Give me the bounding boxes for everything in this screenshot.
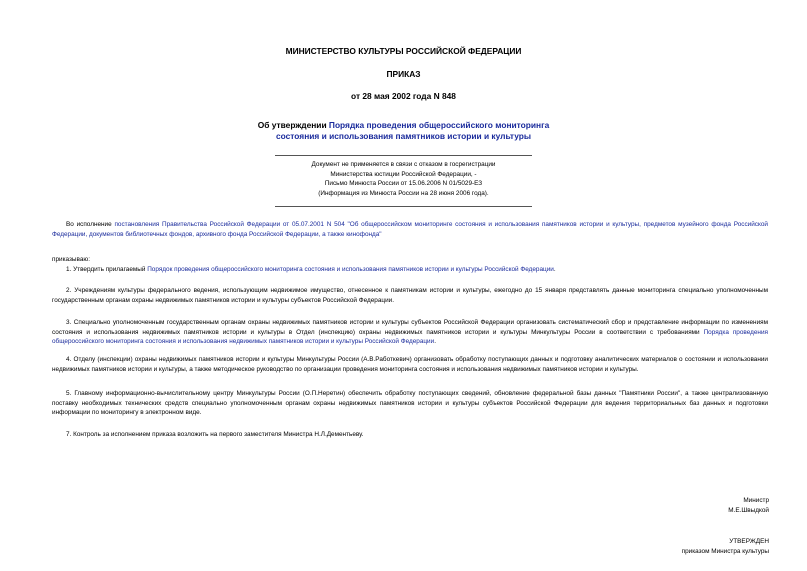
approved-word: УТВЕРЖДЕН [729, 538, 769, 545]
note-line-1: Документ не применяется в связи с отказом в госрегистрации [311, 161, 496, 168]
date-number-heading: от 28 мая 2002 года N 848 [351, 91, 456, 101]
item-1-prefix: 1. Утвердить прилагаемый [66, 266, 148, 273]
item-3 [52, 318, 768, 347]
note-line-4: (Информация из Минюста России на 28 июня 2006 года). [318, 189, 489, 197]
intro-prefix: Во исполнение [66, 221, 115, 228]
approval-block [682, 537, 769, 556]
item-2: 2. Учреждениям культуры федерального ведения, использующим недвижимое имущество, отнесенное к памятникам истории и культуры, ежегодно до 15 января представлять данные мониторинга специально уполномоченным государственным органам охраны недвижимых памятников истории и культуры субъектов Российской Федерации. [52, 287, 768, 304]
order-word: приказываю: [52, 256, 90, 263]
signature-name: М.Е.Швыдкой [728, 506, 769, 514]
item-1 [52, 265, 768, 275]
note-line-3: Письмо Минюста России от 15.06.2006 N 01/5029-ЕЗ [324, 180, 483, 187]
title-prefix: Об утверждении [257, 120, 329, 130]
ministry-heading: МИНИСТЕРСТВО КУЛЬТУРЫ РОССИЙСКОЙ ФЕДЕРАЦИИ [285, 46, 522, 56]
item-4: 4. Отделу (инспекции) охраны недвижимых памятников истории и культуры Минкультуры России (А.В.Работкевич) организовать обработку поступающих данных и подготовку аналитических материалов о состоянии и использовании недвижимых памятников истории и культуры, а также методическое руководство по организации проведения мониторинга состояния и использования недвижимых памятников истории и культуры. [52, 356, 768, 373]
procedure-link[interactable]: Порядок проведения общероссийского мониторинга состояния и использования памятников истории и культуры Российской Федерации [147, 266, 554, 273]
title-link-line2[interactable]: состояния и использования памятников истории и культуры [275, 131, 532, 141]
doc-type-heading: ПРИКАЗ [386, 69, 421, 79]
document-title [0, 120, 807, 142]
note-bottom-rule [275, 206, 532, 207]
intro-paragraph [52, 220, 768, 239]
signature-position: Министр [743, 497, 769, 504]
note-top-rule [275, 155, 532, 156]
government-decree-link[interactable]: постановления Правительства Российской Федерации от 05.07.2001 N 504 "Об общероссийском мониторинге состояния и использования памятников истории и культуры, предметов музейного фонда Российской Федерации, документов библиотечных фондов, архивного фонда Российской Федерации, а также кинофонда" [52, 221, 768, 238]
note-line-2: Министерства юстиции Российской Федерации, - [330, 170, 477, 178]
signature-block [728, 496, 769, 515]
item-3-suffix: . [434, 338, 436, 345]
approved-by: приказом Министра культуры [681, 547, 769, 555]
item-7: 7. Контроль за исполнением приказа возложить на первого заместителя Министра Н.Л.Дементьеву. [66, 431, 364, 438]
item-1-suffix: . [553, 266, 556, 273]
procedure-requirements-link[interactable]: Порядка проведения общероссийского мониторинга состояния и использования недвижимых памятников истории и культуры Российской Федерации [52, 328, 768, 345]
item-3-prefix: 3. Специально уполномоченным государственным органам охраны недвижимых памятников истории и культуры субъектов Российской Федерации организовать систематический сбор и представление информации по изменениям состояния и использования недвижимых памятников истории и культуры в Отдел (инспекцию) охраны недвижимых памятников истории и культуры Минкультуры России в соответствии с требованиями [52, 319, 768, 336]
title-link-line1[interactable]: Порядка проведения общероссийского мониторинга [328, 120, 550, 130]
item-5: 5. Главному информационно-вычислительному центру Минкультуры России (О.П.Неретин) обеспечить обработку поступающих сведений, обновление федеральной базы данных "Памятники России", а также централизованную поставку необходимых технических средств специально уполномоченным органам охраны недвижимых памятников истории и культуры субъектов Российской Федерации для ведения территориальных баз данных и подготовки информации по мониторингу в электронном виде. [52, 390, 768, 416]
